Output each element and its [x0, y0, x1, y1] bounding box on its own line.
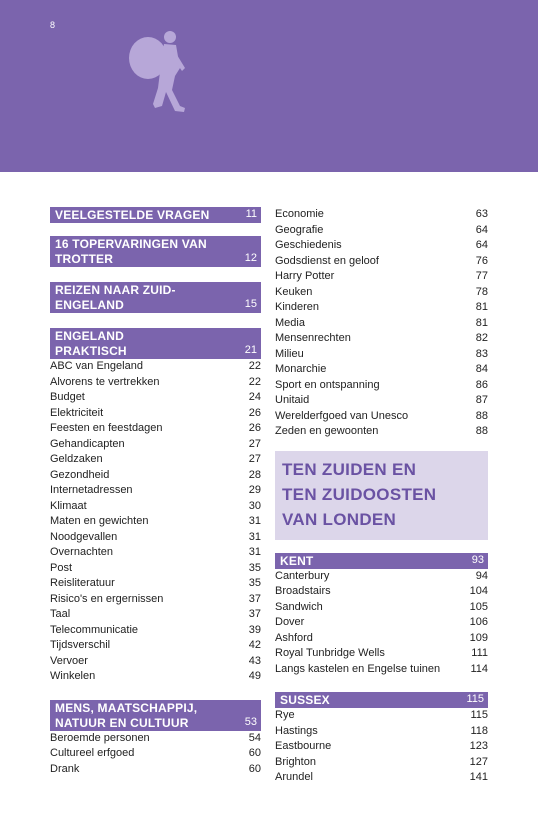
toc-entry[interactable]: [275, 724, 488, 740]
entry-label: Tijdsverschil: [50, 639, 111, 651]
toc-right-column: [275, 207, 488, 786]
entry-label: Langs kastelen en Engelse tuinen: [275, 662, 441, 675]
entry-page: 127: [469, 755, 488, 768]
toc-entry[interactable]: [50, 406, 261, 422]
entry-page: 37: [248, 592, 261, 605]
entry-page: 30: [248, 499, 261, 512]
toc-entry[interactable]: [50, 731, 261, 747]
section-title: 16 TOPERVARINGEN VAN TROTTER: [55, 237, 207, 266]
entry-label: Overnachten: [50, 546, 113, 558]
toc-entry[interactable]: [275, 207, 488, 223]
region-title-line: TEN ZUIDEN EN: [282, 459, 417, 479]
toc-entry[interactable]: [50, 638, 261, 654]
toc-entry[interactable]: [275, 285, 488, 301]
entry-page: 43: [248, 654, 261, 667]
header-banner: [0, 0, 538, 172]
entry-page: 37: [248, 608, 261, 620]
entry-page: 84: [475, 363, 488, 375]
entry-page: 31: [248, 515, 261, 527]
toc-entry[interactable]: [50, 499, 261, 515]
toc-entry[interactable]: [275, 708, 488, 724]
entry-label: Keuken: [275, 285, 313, 298]
toc-entry[interactable]: [50, 390, 261, 406]
entry-page: 54: [248, 731, 261, 744]
entry-page: 109: [469, 631, 488, 644]
toc-entry[interactable]: [50, 607, 261, 623]
entry-label: Media: [275, 316, 305, 329]
entry-label: Taal: [50, 608, 71, 620]
entry-label: ABC van Engeland: [50, 360, 143, 372]
entry-label: Feesten en feestdagen: [50, 422, 163, 434]
entry-label: Beroemde personen: [50, 731, 150, 744]
entry-label: Canterbury: [275, 569, 330, 582]
entry-page: 35: [248, 561, 261, 574]
toc-entry[interactable]: [275, 300, 488, 316]
toc-left-column: [50, 207, 261, 777]
section-page: 11: [245, 208, 257, 220]
toc-entry-list: [50, 359, 261, 685]
entry-label: Hastings: [275, 724, 318, 737]
entry-page: 42: [248, 639, 261, 651]
entry-label: Sandwich: [275, 600, 323, 613]
region-title-box: [275, 451, 488, 540]
entry-page: 94: [475, 569, 488, 582]
toc-entry[interactable]: [275, 409, 488, 425]
entry-label: Vervoer: [50, 654, 88, 667]
entry-page: 115: [470, 709, 488, 721]
section-page: 93: [471, 553, 484, 566]
toc-entry[interactable]: [275, 739, 488, 755]
toc-entry[interactable]: [275, 331, 488, 347]
entry-label: Elektriciteit: [50, 406, 104, 419]
entry-page: 82: [475, 332, 488, 344]
toc-entry-list: [275, 708, 488, 786]
entry-page: 27: [248, 437, 261, 450]
toc-entry[interactable]: [275, 393, 488, 409]
entry-page: 22: [248, 360, 261, 372]
toc-entry[interactable]: [275, 631, 488, 647]
toc-entry[interactable]: [275, 254, 488, 270]
entry-page: 27: [248, 453, 261, 465]
entry-page: 88: [475, 425, 488, 437]
backpacker-silhouette-icon: [118, 28, 208, 116]
entry-label: Royal Tunbridge Wells: [275, 647, 385, 659]
entry-label: Geldzaken: [50, 453, 103, 465]
toc-section-header[interactable]: [50, 207, 261, 223]
toc-entry[interactable]: [50, 669, 261, 685]
toc-entry-list: [275, 207, 488, 440]
entry-page: 81: [475, 301, 488, 313]
entry-page: 83: [475, 347, 488, 360]
toc-section-header[interactable]: [50, 236, 261, 267]
entry-page: 26: [248, 406, 261, 419]
toc-entry[interactable]: [275, 600, 488, 616]
toc-entry[interactable]: [50, 545, 261, 561]
toc-entry[interactable]: [50, 762, 261, 778]
entry-label: Budget: [50, 391, 85, 403]
entry-label: Cultureel erfgoed: [50, 747, 135, 759]
entry-label: Geschiedenis: [275, 239, 342, 251]
section-title: MENS, MAATSCHAPPIJ, NATUUR EN CULTUUR: [55, 700, 198, 730]
toc-entry[interactable]: [50, 576, 261, 592]
entry-page: 87: [475, 394, 488, 406]
entry-page: 31: [248, 530, 261, 543]
toc-entry[interactable]: [50, 452, 261, 468]
entry-label: Klimaat: [50, 499, 87, 512]
entry-label: Godsdienst en geloof: [275, 254, 379, 267]
section-page: 15: [244, 298, 257, 310]
toc-entry[interactable]: [50, 561, 261, 577]
entry-page: 123: [469, 740, 488, 752]
entry-label: Werelderfgoed van Unesco: [275, 409, 409, 422]
section-title: VEELGESTELDE VRAGEN: [55, 208, 210, 222]
section-page: 12: [244, 252, 257, 264]
toc-entry[interactable]: [50, 483, 261, 499]
entry-label: Noodgevallen: [50, 530, 118, 543]
entry-page: 105: [469, 600, 488, 613]
region-title-line: TEN ZUIDOOSTEN: [282, 484, 437, 504]
section-page: 53: [244, 715, 257, 728]
entry-label: Zeden en gewoonten: [275, 425, 379, 437]
toc-entry[interactable]: [275, 615, 488, 631]
entry-page: 106: [469, 616, 488, 628]
toc-entry[interactable]: [275, 662, 488, 678]
entry-page: 77: [475, 270, 488, 282]
entry-page: 64: [475, 223, 488, 236]
toc-entry[interactable]: [50, 746, 261, 762]
toc-entry[interactable]: [50, 375, 261, 391]
entry-label: Harry Potter: [275, 270, 335, 282]
entry-page: 81: [475, 316, 488, 329]
entry-label: Winkelen: [50, 670, 96, 682]
entry-page: 76: [475, 254, 488, 267]
entry-label: Alvorens te vertrekken: [50, 375, 160, 388]
toc-entry[interactable]: [50, 421, 261, 437]
toc-entry[interactable]: [275, 223, 488, 239]
entry-page: 78: [475, 285, 488, 298]
entry-label: Kinderen: [275, 301, 320, 313]
section-page: 115: [466, 693, 484, 705]
toc-entry[interactable]: [275, 770, 488, 786]
toc-entry[interactable]: [50, 437, 261, 453]
toc-section-header[interactable]: [50, 700, 261, 731]
entry-label: Risico's en ergernissen: [50, 592, 164, 605]
entry-page: 22: [248, 375, 261, 388]
entry-page: 64: [475, 239, 488, 251]
toc-entry[interactable]: [275, 269, 488, 285]
entry-page: 88: [475, 409, 488, 422]
toc-entry[interactable]: [275, 646, 488, 662]
toc-entry[interactable]: [50, 468, 261, 484]
toc-entry[interactable]: [50, 514, 261, 530]
entry-page: 63: [475, 208, 488, 220]
entry-label: Post: [50, 561, 73, 574]
entry-label: Rye: [275, 709, 295, 721]
entry-page: 60: [248, 762, 261, 775]
section-title: KENT: [280, 553, 314, 568]
toc-entry[interactable]: [275, 569, 488, 585]
entry-label: Unitaid: [275, 394, 310, 406]
entry-label: Internetadressen: [50, 484, 133, 496]
entry-page: 86: [475, 378, 488, 391]
entry-label: Maten en gewichten: [50, 515, 149, 527]
toc-entry[interactable]: [50, 654, 261, 670]
toc-entry[interactable]: [275, 316, 488, 332]
entry-label: Dover: [275, 616, 305, 628]
toc-entry[interactable]: [50, 359, 261, 375]
page-number: 8: [50, 20, 56, 30]
entry-label: Arundel: [275, 771, 313, 783]
entry-label: Mensenrechten: [275, 332, 351, 344]
entry-page: 49: [248, 670, 261, 682]
entry-page: 24: [248, 391, 261, 403]
entry-label: Eastbourne: [275, 740, 332, 752]
entry-label: Gezondheid: [50, 468, 110, 481]
toc-entry[interactable]: [275, 584, 488, 600]
entry-label: Telecommunicatie: [50, 623, 139, 636]
entry-label: Geografie: [275, 223, 324, 236]
entry-page: 35: [248, 577, 261, 589]
entry-page: 39: [248, 623, 261, 636]
toc-entry[interactable]: [50, 592, 261, 608]
toc-entry[interactable]: [275, 424, 488, 440]
toc-section-header[interactable]: [50, 328, 261, 359]
entry-page: 141: [469, 771, 488, 783]
entry-page: 104: [469, 585, 488, 597]
entry-page: 60: [248, 747, 261, 759]
entry-label: Sport en ontspanning: [275, 378, 380, 391]
section-title: REIZEN NAAR ZUID-ENGELAND: [55, 283, 176, 312]
entry-label: Brighton: [275, 755, 316, 768]
entry-label: Ashford: [275, 631, 313, 644]
toc-section-header[interactable]: [50, 282, 261, 313]
toc-entry-list: [50, 731, 261, 778]
toc-section-header[interactable]: [275, 692, 488, 708]
entry-page: 29: [248, 484, 261, 496]
entry-label: Drank: [50, 762, 80, 775]
toc-entry-list: [275, 569, 488, 678]
entry-label: Gehandicapten: [50, 437, 125, 450]
entry-page: 28: [248, 468, 261, 481]
toc-entry[interactable]: [50, 530, 261, 546]
toc-section-header[interactable]: [275, 553, 488, 569]
entry-label: Broadstairs: [275, 585, 331, 597]
entry-label: Reisliteratuur: [50, 577, 115, 589]
toc-entry[interactable]: [275, 362, 488, 378]
section-title: ENGELAND PRAKTISCH: [55, 329, 127, 358]
toc-entry[interactable]: [275, 378, 488, 394]
entry-label: Milieu: [275, 347, 304, 360]
entry-page: 114: [470, 662, 488, 675]
section-page: 21: [244, 344, 257, 356]
entry-page: 118: [470, 724, 488, 737]
entry-page: 111: [471, 647, 488, 659]
entry-label: Economie: [275, 208, 324, 220]
entry-label: Monarchie: [275, 363, 327, 375]
section-title: SUSSEX: [280, 693, 330, 707]
toc-entry[interactable]: [275, 238, 488, 254]
region-title-line: VAN LONDEN: [282, 509, 397, 529]
toc-entry[interactable]: [50, 623, 261, 639]
toc-entry[interactable]: [275, 755, 488, 771]
entry-page: 31: [248, 546, 261, 558]
toc-entry[interactable]: [275, 347, 488, 363]
entry-page: 26: [248, 422, 261, 434]
